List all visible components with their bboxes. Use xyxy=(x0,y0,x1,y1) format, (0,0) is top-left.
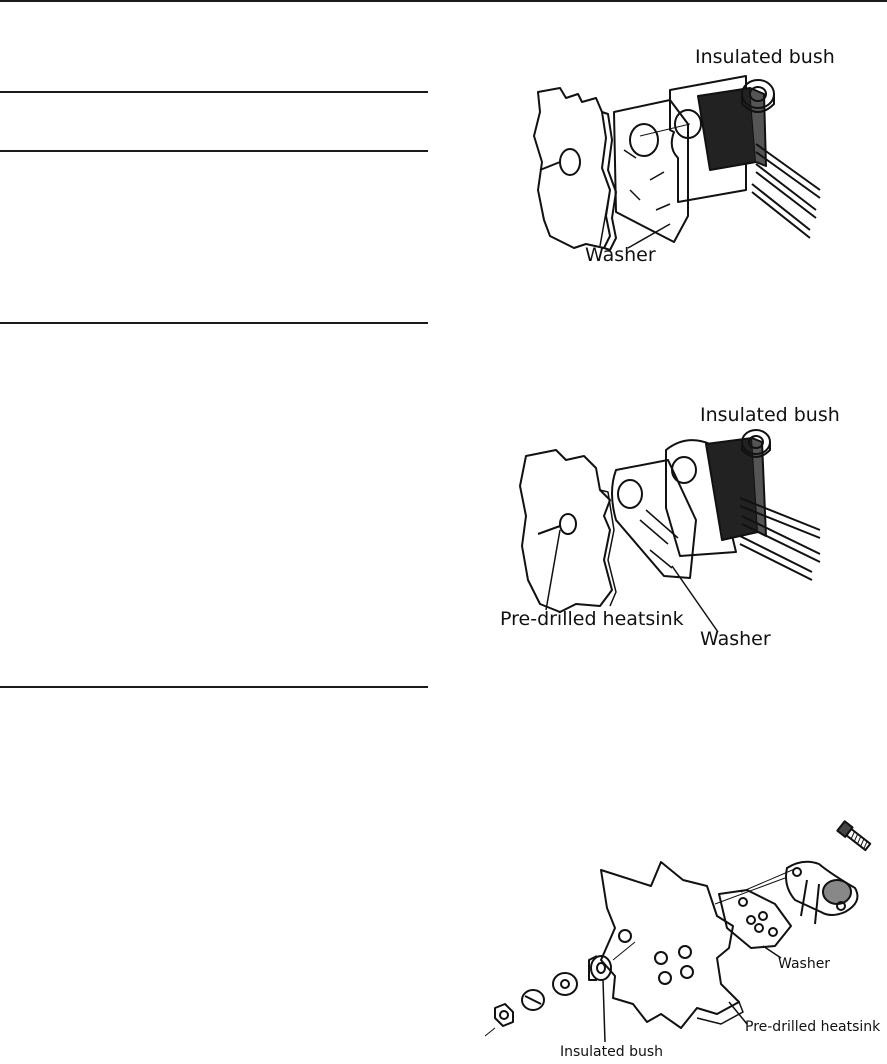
figure-1-illustration xyxy=(520,40,850,280)
screw xyxy=(837,821,871,851)
figure-3-label-heatsink: Pre-drilled heatsink xyxy=(745,1019,881,1035)
transistor-body xyxy=(698,88,756,170)
heatsink-plate xyxy=(601,862,739,1028)
left-column-rule-4 xyxy=(0,686,428,688)
washer-sheet xyxy=(614,100,688,242)
heatsink-plate xyxy=(520,450,612,612)
transistor-leads xyxy=(740,498,820,580)
figure-2-label-washer: Washer xyxy=(700,628,771,650)
figure-3-label-washer: Washer xyxy=(778,956,831,972)
figure-2-label-bush: Insulated bush xyxy=(700,404,840,426)
heatsink-hole xyxy=(560,149,580,175)
figure-2-label-heatsink: Pre-drilled heatsink xyxy=(500,608,684,630)
left-column-rule-3 xyxy=(0,322,428,324)
figure-3-label-bush: Insulated bush xyxy=(560,1044,664,1060)
flat-washer xyxy=(553,973,577,995)
heatsink-hole xyxy=(560,514,576,534)
nut xyxy=(495,1004,513,1026)
left-column-rule-1 xyxy=(0,91,428,93)
washer-sheet xyxy=(612,460,696,578)
figure-2-illustration xyxy=(500,420,840,630)
figure-3-illustration xyxy=(485,808,865,1048)
left-column-rule-2 xyxy=(0,150,428,152)
figure-1-label-washer: Washer xyxy=(585,244,656,266)
figure-1-label-bush: Insulated bush xyxy=(695,46,835,68)
transistor-leads xyxy=(801,880,819,924)
page-top-rule xyxy=(0,0,887,2)
